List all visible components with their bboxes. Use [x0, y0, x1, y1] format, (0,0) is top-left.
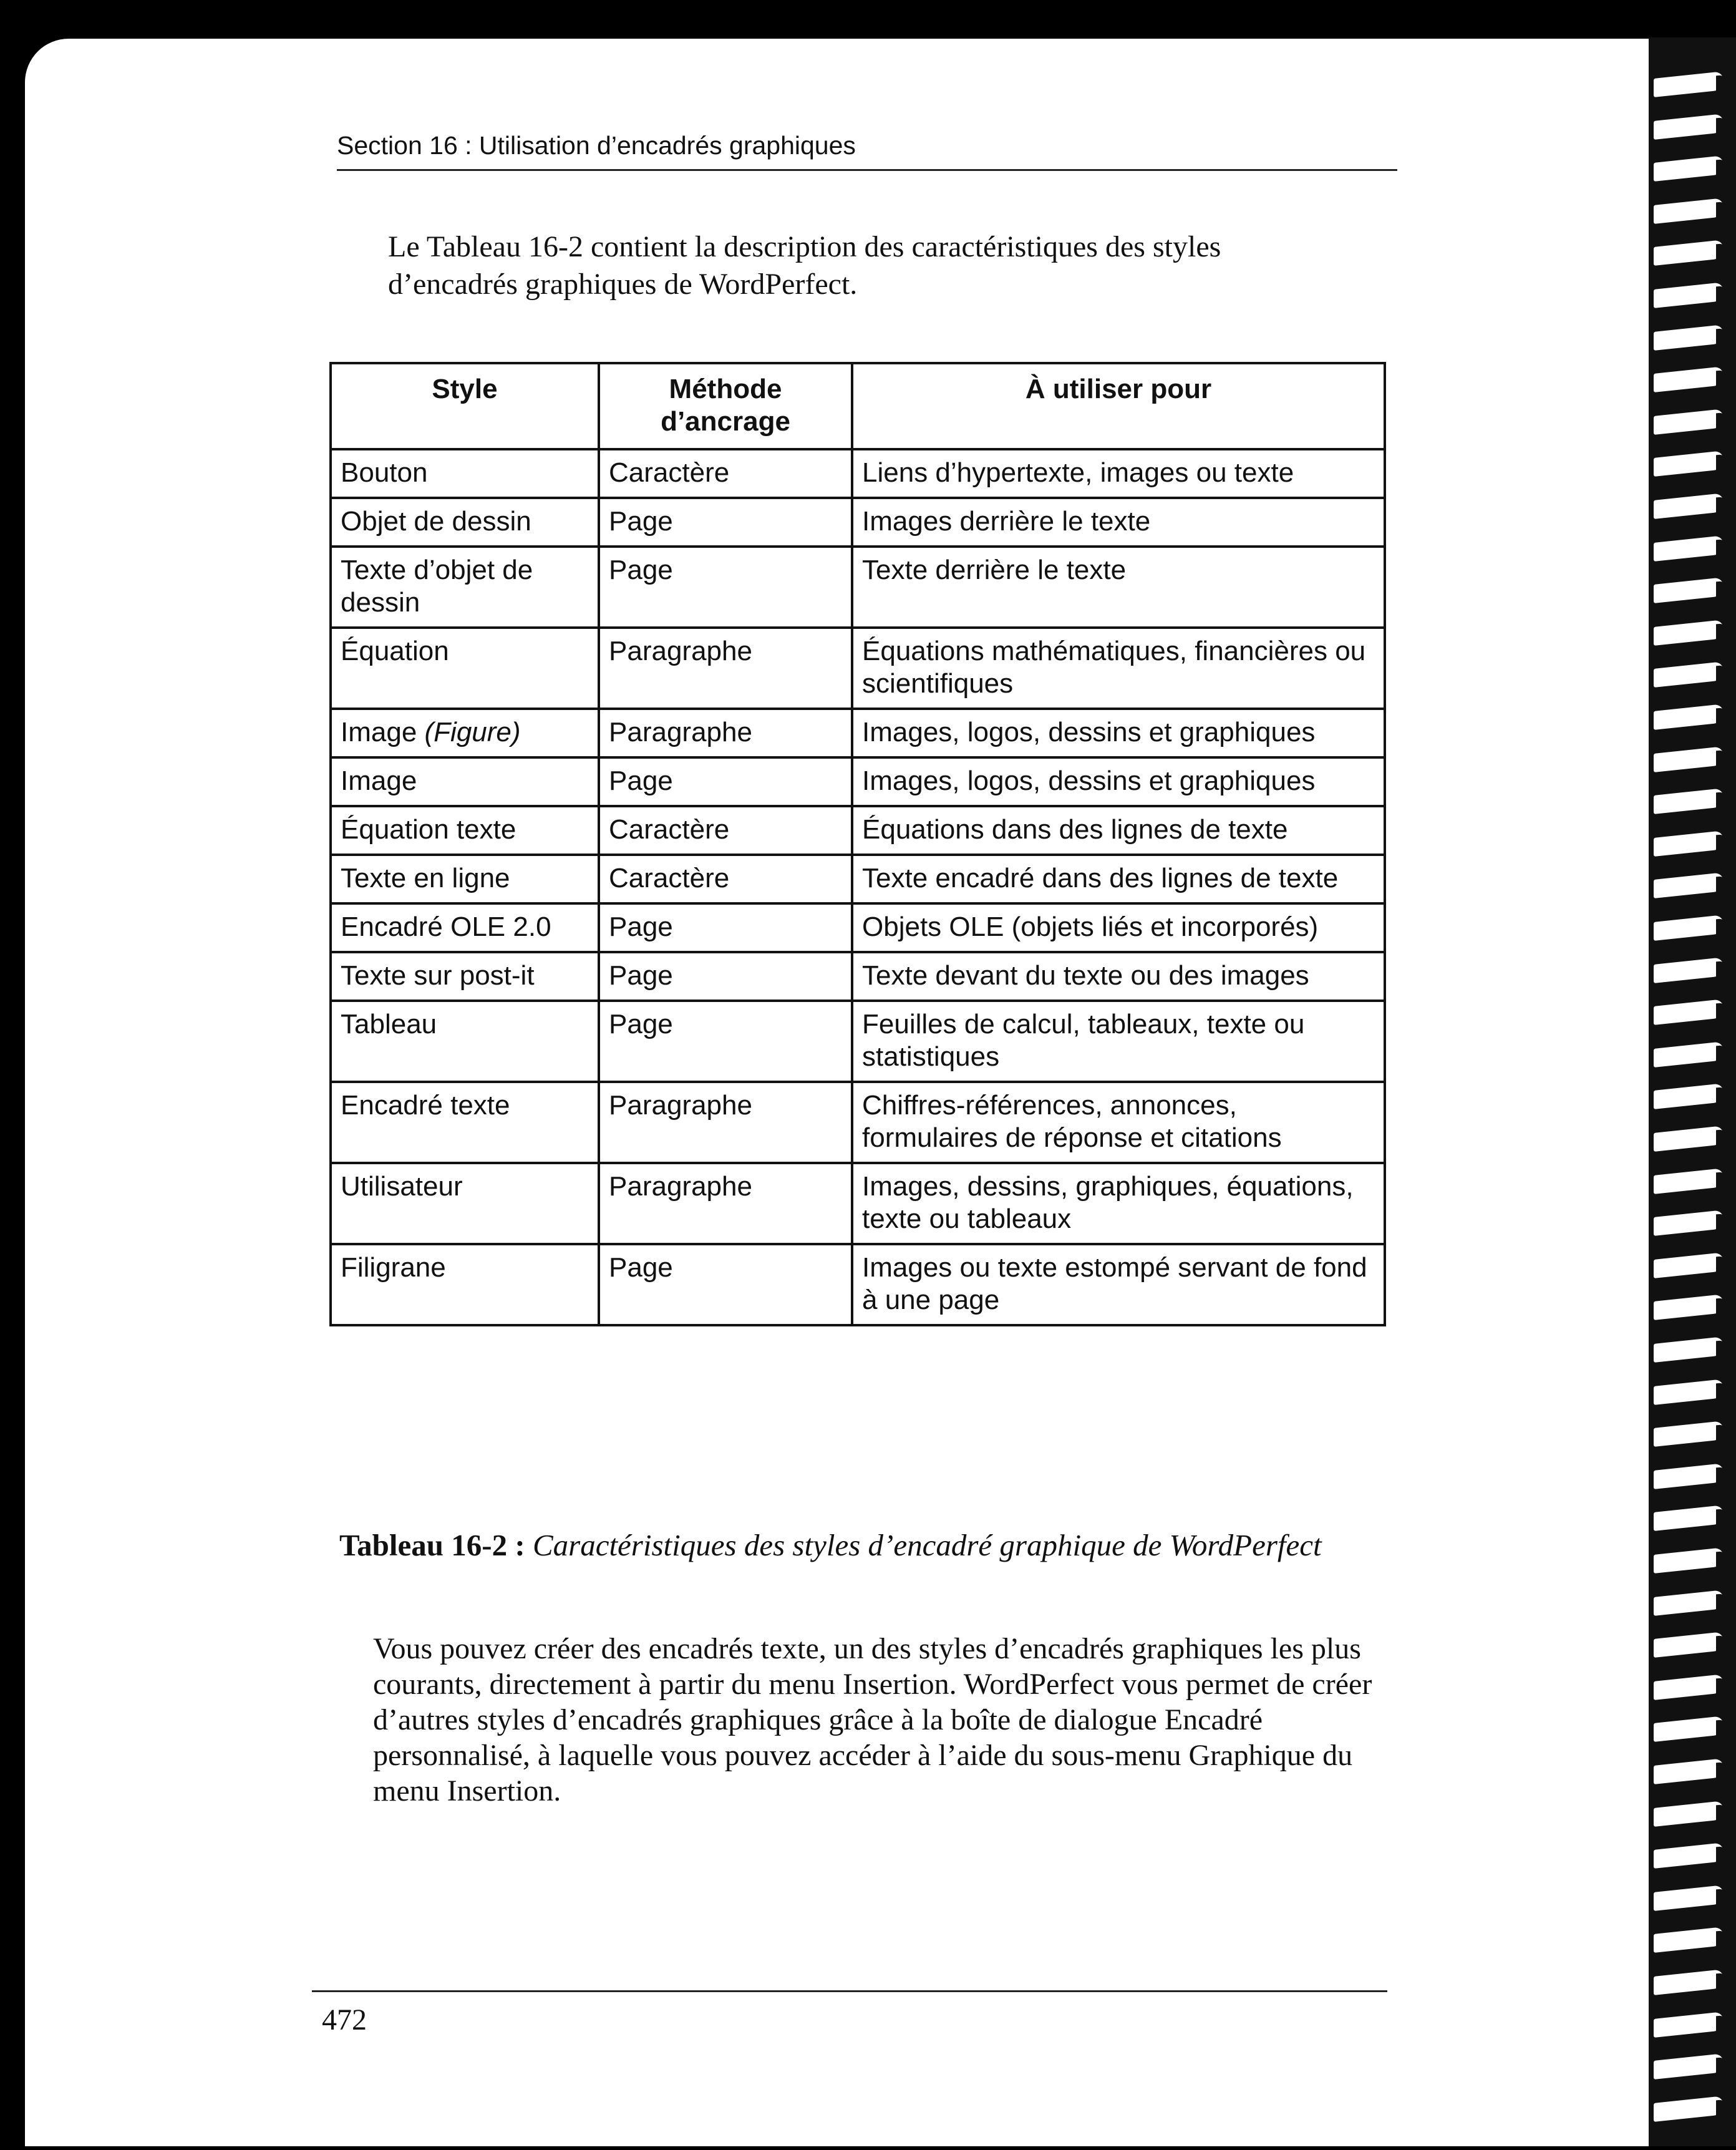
binding-coil: [1654, 746, 1724, 772]
table-row: [331, 498, 1385, 547]
cell-style: Texte sur post-it: [331, 952, 599, 1001]
figure-italic: (Figure): [424, 717, 521, 747]
cell-style: Image (Figure): [331, 709, 599, 757]
section-header: Section 16 : Utilisation d’encadrés graphiques: [337, 131, 1397, 171]
body-paragraph: Vous pouvez créer des encadrés texte, un des styles d’encadrés graphiques les plus courants, directement à partir du menu Insertion. WordPerfect vous permet de créer d’autres styles d’encadrés graphiques grâce à la boîte de dialogue Encadré personnalisé, à laquelle vous pouvez accéder à l’aide du sous-menu Graphique du menu Insertion.: [373, 1632, 1372, 1807]
binding-coil: [1654, 1084, 1724, 1110]
binding-coil: [1654, 2053, 1724, 2079]
cell-style: Utilisateur: [331, 1163, 599, 1244]
cell-use-for: Texte derrière le texte: [852, 547, 1385, 628]
table-row: [331, 449, 1385, 498]
binding-coil: [1654, 999, 1724, 1025]
cell-use-for: Images, logos, dessins et graphiques: [852, 757, 1385, 806]
page-number: 472: [322, 2003, 367, 2036]
binding-coil: [1654, 1126, 1724, 1152]
binding-coil: [1654, 71, 1724, 97]
cell-anchor-method: Page: [599, 1244, 852, 1325]
cell-style: Encadré texte: [331, 1082, 599, 1163]
cell-use-for: Équations mathématiques, financières ou scientifiques: [852, 628, 1385, 709]
cell-use-for: Texte devant du texte ou des images: [852, 952, 1385, 1001]
cell-use-for: Images ou texte estompé servant de fond à une page: [852, 1244, 1385, 1325]
cell-style: Équation: [331, 628, 599, 709]
binding-coil: [1654, 704, 1724, 730]
binding-coil: [1654, 1336, 1724, 1363]
binding-coil: [1654, 2096, 1724, 2122]
table-row: [331, 547, 1385, 628]
table-row: [331, 903, 1385, 952]
binding-coil: [1654, 830, 1724, 857]
binding-coil: [1654, 1801, 1724, 1827]
binding-coil: [1654, 873, 1724, 899]
table-row: [331, 855, 1385, 903]
cell-anchor-method: Page: [599, 757, 852, 806]
cell-use-for: Images, logos, dessins et graphiques: [852, 709, 1385, 757]
binding-coil: [1654, 282, 1724, 308]
binding-coil: [1654, 915, 1724, 941]
binding-coil: [1654, 1210, 1724, 1236]
header-anchor-method: Méthode d’ancrage: [599, 363, 852, 449]
binding-coil: [1654, 1758, 1724, 1784]
table-row: [331, 709, 1385, 757]
caption-label: Tableau 16-2 :: [339, 1528, 525, 1562]
cell-style: Filigrane: [331, 1244, 599, 1325]
header-style: Style: [331, 363, 599, 449]
cell-anchor-method: Page: [599, 903, 852, 952]
binding-coil: [1654, 577, 1724, 603]
binding-coil: [1654, 535, 1724, 562]
binding-coil: [1654, 155, 1724, 182]
cell-style: Texte d’objet de dessin: [331, 547, 599, 628]
binding-coil: [1654, 409, 1724, 435]
binding-coil: [1654, 1505, 1724, 1532]
cell-anchor-method: Page: [599, 547, 852, 628]
cell-use-for: Chiffres-références, annonces, formulaires de réponse et citations: [852, 1082, 1385, 1163]
cell-anchor-method: Page: [599, 952, 852, 1001]
binding-coil: [1654, 114, 1724, 140]
intro-paragraph: Le Tableau 16-2 contient la description des caractéristiques des styles d’encadrés graphiques de WordPerfect.: [388, 230, 1221, 301]
cell-use-for: Images derrière le texte: [852, 498, 1385, 547]
binding-coil: [1654, 1547, 1724, 1574]
binding-coil: [1654, 451, 1724, 477]
caption-text: Caractéristiques des styles d’encadré graphique de WordPerfect: [532, 1528, 1322, 1562]
cell-anchor-method: Page: [599, 1001, 852, 1082]
cell-anchor-method: Paragraphe: [599, 709, 852, 757]
table-header-row: [331, 363, 1385, 449]
binding-coil: [1654, 1632, 1724, 1658]
table-caption: [339, 1527, 1462, 1563]
table-row: [331, 952, 1385, 1001]
cell-use-for: Équations dans des lignes de texte: [852, 806, 1385, 855]
binding-coil: [1654, 1421, 1724, 1447]
cell-use-for: Texte encadré dans des lignes de texte: [852, 855, 1385, 903]
table-row: [331, 628, 1385, 709]
binding-coil: [1654, 2011, 1724, 2038]
cell-style: Bouton: [331, 449, 599, 498]
binding-coil: [1654, 1674, 1724, 1700]
footer-rule: [312, 1990, 1387, 1992]
cell-anchor-method: Page: [599, 498, 852, 547]
binding-coil: [1654, 1716, 1724, 1743]
cell-style: Image: [331, 757, 599, 806]
binding-coil: [1654, 620, 1724, 646]
cell-style: Objet de dessin: [331, 498, 599, 547]
binding-coil: [1654, 662, 1724, 688]
cell-use-for: Liens d’hypertexte, images ou texte: [852, 449, 1385, 498]
binding-coil: [1654, 957, 1724, 983]
binding-coil: [1654, 1885, 1724, 1911]
table-row: [331, 757, 1385, 806]
cell-anchor-method: Paragraphe: [599, 1163, 852, 1244]
binding-coil: [1654, 1969, 1724, 1995]
cell-anchor-method: Caractère: [599, 449, 852, 498]
binding-coil: [1654, 366, 1724, 392]
binding-coil: [1654, 240, 1724, 266]
table-row: [331, 1082, 1385, 1163]
binding-coil: [1654, 324, 1724, 351]
cell-anchor-method: Caractère: [599, 855, 852, 903]
cell-style: Équation texte: [331, 806, 599, 855]
cell-anchor-method: Paragraphe: [599, 1082, 852, 1163]
cell-use-for: Images, dessins, graphiques, équations, texte ou tableaux: [852, 1163, 1385, 1244]
binding-coil: [1654, 493, 1724, 519]
binding-coil: [1654, 788, 1724, 814]
binding-coil: [1654, 1590, 1724, 1616]
cell-style: Texte en ligne: [331, 855, 599, 903]
cell-use-for: Feuilles de calcul, tableaux, texte ou statistiques: [852, 1001, 1385, 1082]
header-use-for: À utiliser pour: [852, 363, 1385, 449]
binding-coil: [1654, 1295, 1724, 1321]
binding-coil: [1654, 1041, 1724, 1068]
spiral-binding: [1649, 37, 1736, 2146]
binding-coil: [1654, 1463, 1724, 1489]
binding-coil: [1654, 1252, 1724, 1278]
table-row: [331, 1244, 1385, 1325]
binding-coil: [1654, 198, 1724, 224]
binding-coil: [1654, 1168, 1724, 1194]
binding-coil: [1654, 1842, 1724, 1869]
binding-coil: [1654, 1927, 1724, 1953]
cell-style: Tableau: [331, 1001, 599, 1082]
binding-coil: [1654, 1379, 1724, 1405]
cell-anchor-method: Paragraphe: [599, 628, 852, 709]
cell-anchor-method: Caractère: [599, 806, 852, 855]
cell-style: Encadré OLE 2.0: [331, 903, 599, 952]
cell-use-for: Objets OLE (objets liés et incorporés): [852, 903, 1385, 952]
table-row: [331, 806, 1385, 855]
table-row: [331, 1163, 1385, 1244]
styles-table: [329, 362, 1386, 1326]
table-row: [331, 1001, 1385, 1082]
